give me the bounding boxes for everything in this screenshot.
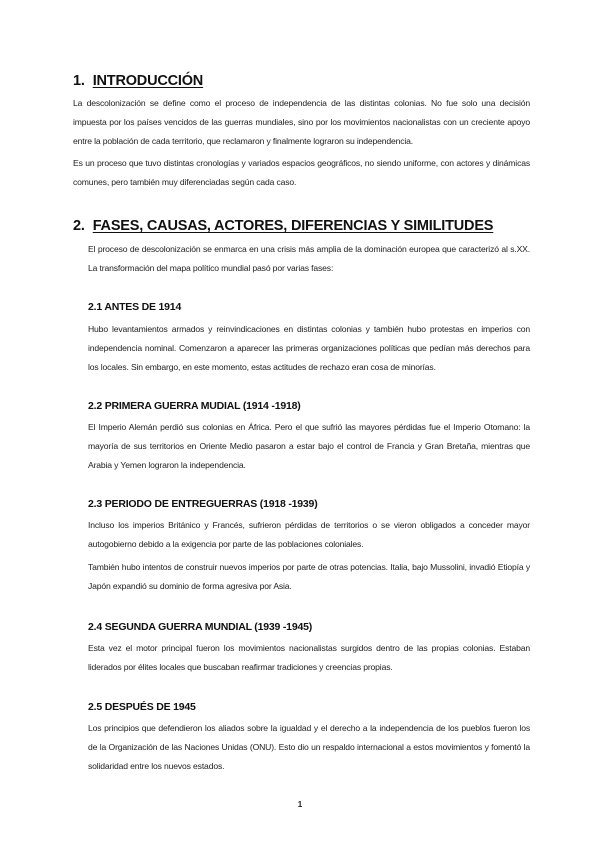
section-1-number: 1. bbox=[73, 73, 85, 89]
subsection-2-3-paragraph-2: También hubo intentos de construir nuevos imperios por parte de otras potencias. Italia, bajo Mussolini, invadió Etiopía y Japón expandió su dominio de forma agresiva por Asia. bbox=[88, 562, 530, 591]
subsection-2-3-heading: 2.3 PERIODO DE ENTREGUERRAS (1918 -1939) bbox=[88, 498, 318, 510]
section-1-paragraph-1: La descolonización se define como el proceso de independencia de las distintas colonias. No fue solo una decisión impuesta por los países vencidos de las guerras mundiales, sino por los movimientos nacionalistas con un creciente apoyo entre la población de cada territorio, que reclamaron y finalmente lograron su independencia. bbox=[73, 98, 530, 146]
subsection-2-2-paragraph-1: El Imperio Alemán perdió sus colonias en África. Pero el que sufrió las mayores pérdidas fue el Imperio Otomano: la mayoría de sus territorios en Oriente Medio pasaron a estar bajo el control de Francia y Gran Bretaña, mientras que Arabia y Yemen lograron la independencia. bbox=[88, 422, 530, 470]
section-2-intro: El proceso de descolonización se enmarca en una crisis más amplia de la dominación europea que caracterizó al s.XX. La transformación del mapa político mundial pasó por varias fases: bbox=[88, 244, 530, 273]
subsection-2-3-paragraph-1: Incluso los imperios Británico y Francés, sufrieron pérdidas de territorios o se vieron obligados a conceder mayor autogobierno debido a la exigencia por parte de las poblaciones coloniales. bbox=[88, 520, 530, 549]
subsection-2-1-heading: 2.1 ANTES DE 1914 bbox=[88, 301, 182, 313]
section-2-number: 2. bbox=[73, 218, 85, 234]
subsection-2-5-paragraph-1: Los principios que defendieron los aliados sobre la igualdad y el derecho a la independencia de los pueblos fueron los de la Organización de las Naciones Unidas (ONU). Esto dio un respaldo internacional a estos movimientos y fomentó la solidaridad entre los nuevos estados. bbox=[88, 723, 530, 771]
section-2-title: FASES, CAUSAS, ACTORES, DIFERENCIAS Y SIMILITUDES bbox=[92, 218, 494, 234]
subsection-2-1-paragraph-1: Hubo levantamientos armados y reinvindicaciones en distintas colonias y también hubo protestas en imperios con independencia nominal. Comenzaron a aparecer las primeras organizaciones políticas que pedían más derechos para los locales. Sin embargo, en este momento, estas actitudes de rechazo eran cosa de minorías. bbox=[88, 324, 530, 372]
section-1-title: INTRODUCCIÓN bbox=[92, 73, 204, 89]
subsection-2-4-paragraph-1: Esta vez el motor principal fueron los movimientos nacionalistas surgidos dentro de las propias colonias. Estaban liderados por élites locales que buscaban reafirmar tradiciones y creencias propias. bbox=[88, 643, 530, 672]
section-1-paragraph-2: Es un proceso que tuvo distintas cronologías y variados espacios geográficos, no siendo uniforme, con actores y dinámicas comunes, pero también muy diferenciadas según cada caso. bbox=[73, 158, 530, 187]
subsection-2-2-heading: 2.2 PRIMERA GUERRA MUDIAL (1914 -1918) bbox=[88, 400, 301, 412]
subsection-2-4-heading: 2.4 SEGUNDA GUERRA MUNDIAL (1939 -1945) bbox=[88, 621, 313, 633]
section-2-heading bbox=[73, 218, 493, 234]
page-number: 1 bbox=[297, 800, 303, 809]
section-1-heading bbox=[73, 73, 203, 89]
subsection-2-5-heading: 2.5 DESPUÉS DE 1945 bbox=[88, 701, 196, 713]
